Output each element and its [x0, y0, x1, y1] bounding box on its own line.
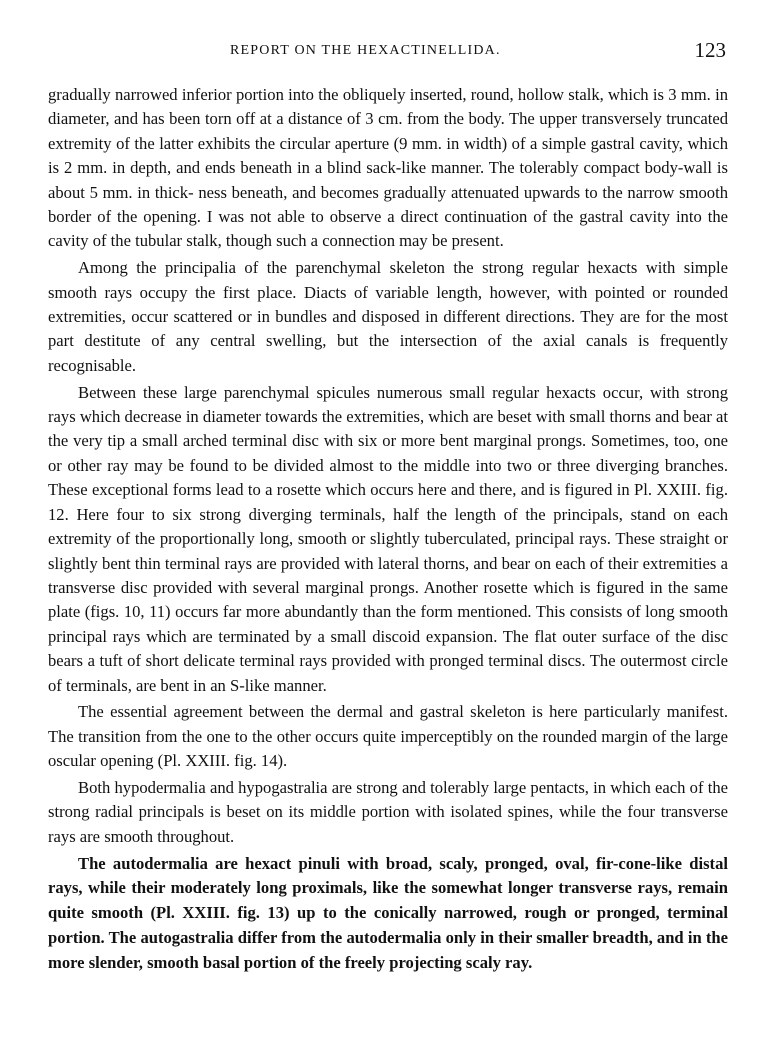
running-header — [48, 38, 728, 66]
paragraph-autodermalia: The autodermalia are hexact pinuli with broad, scaly, pronged, oval, fir-cone-like distal rays, while their moderately long proximals, like the somewhat longer transverse rays, remain quite smooth (Pl. XXIII. fig. 13) up to the conically narrowed, rough or pronged, terminal portion. The autogastralia differ from the autodermalia only in their smaller breadth, and in the more slender, smooth basal portion of the freely projecting scaly ray. — [48, 853, 728, 972]
paragraph-hypodermalia: Both hypodermalia and hypogastralia are strong and tolerably large pentacts, in which each of the strong radial principals is beset on its middle portion with isolated spines, while the four transverse rays are smooth throughout. — [48, 777, 728, 846]
paragraph-dermal-gastral-agreement: The essential agreement between the dermal and gastral skeleton is here particularly manifest. The transition from the one to the other occurs quite imperceptibly on the rounded margin of the large oscular opening (Pl. XXIII. fig. 14). — [48, 702, 728, 771]
body-text — [48, 83, 728, 978]
paragraph-stalk-description: gradually narrowed inferior portion into the obliquely inserted, round, hollow stalk, which is 3 mm. in diameter, and has been torn off at a distance of 3 cm. from the body. The upper transversely truncated extremity of the latter exhibits the circular aperture (9 mm. in width) of a simple gastral cavity, which is 2 mm. in depth, and ends beneath in a blind sack-like manner. The tolerably compact body-wall is about 5 mm. in thick- ness beneath, and becomes gradually attenuated upwards to the narrow smooth border of the opening. I was not able to observe a direct continuation of the gastral cavity into the cavity of the tubular stalk, though such a connection may be present. — [48, 85, 728, 251]
running-title: REPORT ON THE HEXACTINELLIDA. — [230, 43, 501, 58]
paragraph-parenchymal-spicules: Between these large parenchymal spicules numerous small regular hexacts occur, with strong rays which decrease in diameter towards the extremities, which are beset with small thorns and bear at the very tip a small arched terminal disc with six or more bent marginal prongs. Sometimes, too, one or other ray may be found to be divided almost to the middle into two or three diverging branches. These exceptional forms lead to a rosette which occurs here and there, and is figured in Pl. XXIII. fig. 12. Here four to six strong diverging terminals, half the length of the principals, stand on each extremity of the proportionally long, smooth or slightly tuberculated, principal rays. These straight or slightly bent thin terminal rays are provided with lateral thorns, and bear on each of their extremities a transverse disc provided with several marginal prongs. Another rosette which is figured in the same plate (figs. 10, 11) occurs far more abundantly than the form mentioned. This consists of long smooth principal rays which are terminated by a small discoid expansion. The flat outer surface of the disc bears a tuft of short delicate terminal rays provided with pronged terminal discs. The outermost circle of terminals, are bent in an S-like manner. — [48, 382, 728, 695]
paragraph-principalia: Among the principalia of the parenchymal skeleton the strong regular hexacts with simple smooth rays occupy the first place. Diacts of variable length, however, with pointed or rounded extremities, occur scattered or in bundles and disposed in different directions. They are for the most part destitute of any central swelling, but the intersection of the axial canals is frequently recognisable. — [48, 258, 728, 375]
page-number: 123 — [694, 38, 726, 62]
